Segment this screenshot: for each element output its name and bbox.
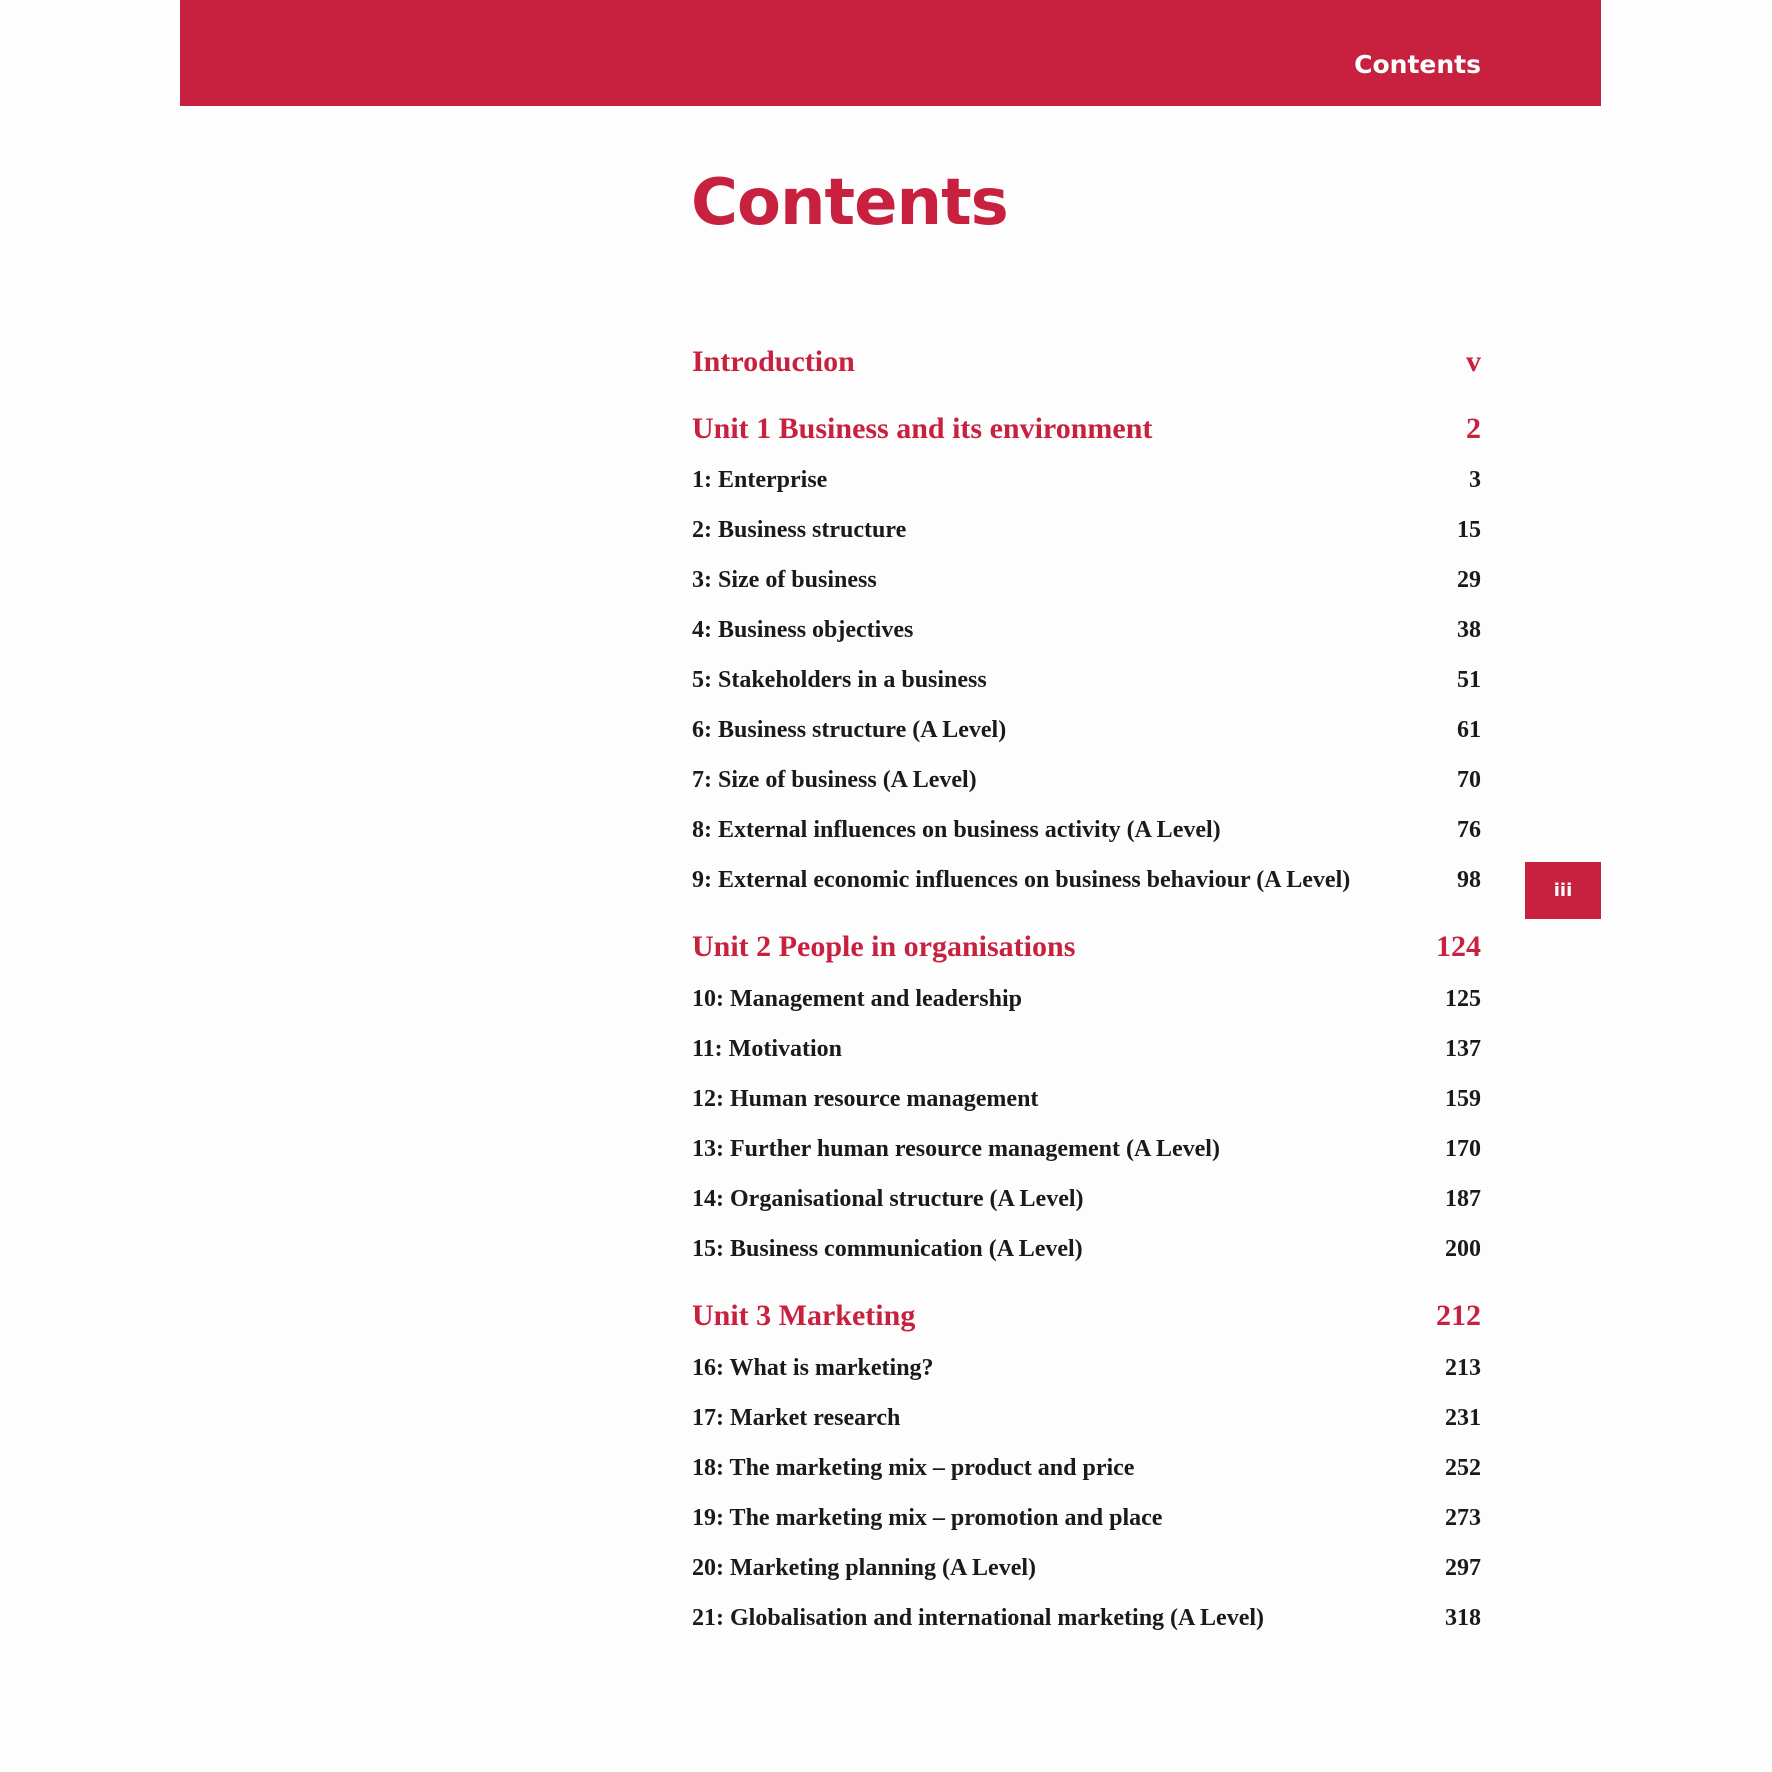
toc-entry-label: 7: Size of business (A Level)	[692, 767, 977, 793]
toc-entry-label: 5: Stakeholders in a business	[692, 667, 987, 693]
toc-entry-page: 29	[1457, 567, 1481, 593]
toc-entry-label: 10: Management and leadership	[692, 986, 1022, 1012]
toc-chapter-entry	[692, 1179, 1481, 1219]
toc-entry-label: 4: Business objectives	[692, 617, 914, 643]
toc-entry-page: 187	[1445, 1186, 1481, 1212]
running-header-label: Contents	[1354, 50, 1481, 79]
toc-entry-page: 51	[1457, 667, 1481, 693]
toc-chapter-entry	[692, 710, 1481, 750]
toc-entry-page: 76	[1457, 817, 1481, 843]
toc-entry-label: 15: Business communication (A Level)	[692, 1236, 1083, 1262]
toc-entry-page: 124	[1436, 930, 1481, 963]
toc-entry-page: 70	[1457, 767, 1481, 793]
toc-chapter-entry	[692, 760, 1481, 800]
toc-entry-page: 213	[1445, 1355, 1481, 1381]
toc-entry-label: Unit 3 Marketing	[692, 1299, 916, 1332]
toc-entry-page: 252	[1445, 1455, 1481, 1481]
page-number: iii	[1553, 880, 1573, 901]
toc-entry-label: 21: Globalisation and international marketing (A Level)	[692, 1605, 1265, 1631]
toc-chapter-entry	[692, 1029, 1481, 1069]
toc-entry-label: 14: Organisational structure (A Level)	[692, 1186, 1084, 1212]
toc-entry-page: 137	[1445, 1036, 1481, 1062]
toc-entry-label: 13: Further human resource management (A Level)	[692, 1136, 1220, 1162]
toc-chapter-entry	[692, 610, 1481, 650]
toc-unit-heading	[692, 342, 1481, 382]
toc-entry-label: 17: Market research	[692, 1405, 901, 1431]
toc-chapter-entry	[692, 1348, 1481, 1388]
toc-chapter-entry	[692, 460, 1481, 500]
toc-unit-heading	[692, 409, 1481, 449]
toc-entry-label: 20: Marketing planning (A Level)	[692, 1555, 1037, 1581]
toc-chapter-entry	[692, 810, 1481, 850]
toc-entry-page: 3	[1469, 467, 1481, 493]
table-of-contents	[692, 0, 1481, 1772]
toc-chapter-entry	[692, 1129, 1481, 1169]
toc-chapter-entry	[692, 1079, 1481, 1119]
toc-unit-heading	[692, 927, 1481, 967]
toc-entry-page: 200	[1445, 1236, 1481, 1262]
toc-entry-label: 19: The marketing mix – promotion and place	[692, 1505, 1163, 1531]
toc-entry-page: 125	[1445, 986, 1481, 1012]
toc-chapter-entry	[692, 1548, 1481, 1588]
toc-entry-label: 8: External influences on business activity (A Level)	[692, 817, 1221, 843]
toc-entry-page: 61	[1457, 717, 1481, 743]
toc-entry-label: 16: What is marketing?	[692, 1355, 934, 1381]
toc-entry-page: 159	[1445, 1086, 1481, 1112]
toc-entry-label: Introduction	[692, 345, 855, 378]
toc-entry-page: 297	[1445, 1555, 1481, 1581]
toc-chapter-entry	[692, 860, 1481, 900]
toc-unit-heading	[692, 1296, 1481, 1336]
toc-entry-page: 273	[1445, 1505, 1481, 1531]
toc-chapter-entry	[692, 510, 1481, 550]
toc-entry-page: 38	[1457, 617, 1481, 643]
toc-entry-page: 98	[1457, 867, 1481, 893]
toc-entry-label: 18: The marketing mix – product and price	[692, 1455, 1135, 1481]
toc-entry-page: 318	[1445, 1605, 1481, 1631]
toc-entry-page: 170	[1445, 1136, 1481, 1162]
toc-chapter-entry	[692, 979, 1481, 1019]
toc-chapter-entry	[692, 1598, 1481, 1638]
toc-entry-label: Unit 1 Business and its environment	[692, 412, 1153, 445]
toc-entry-label: 11: Motivation	[692, 1036, 842, 1062]
toc-entry-label: 6: Business structure (A Level)	[692, 717, 1007, 743]
toc-chapter-entry	[692, 1398, 1481, 1438]
toc-entry-label: 2: Business structure	[692, 517, 907, 543]
toc-entry-label: 12: Human resource management	[692, 1086, 1039, 1112]
toc-entry-page: 212	[1436, 1299, 1481, 1332]
toc-chapter-entry	[692, 660, 1481, 700]
toc-entry-page: 15	[1457, 517, 1481, 543]
toc-entry-page: v	[1466, 345, 1481, 378]
toc-chapter-entry	[692, 560, 1481, 600]
toc-chapter-entry	[692, 1448, 1481, 1488]
page-title: Contents	[691, 166, 1008, 240]
toc-entry-label: Unit 2 People in organisations	[692, 930, 1076, 963]
toc-entry-label: 1: Enterprise	[692, 467, 828, 493]
toc-entry-label: 3: Size of business	[692, 567, 877, 593]
toc-entry-page: 231	[1445, 1405, 1481, 1431]
toc-chapter-entry	[692, 1498, 1481, 1538]
toc-entry-page: 2	[1466, 412, 1481, 445]
page-number-tab	[1525, 862, 1601, 919]
toc-entry-label: 9: External economic influences on business behaviour (A Level)	[692, 867, 1351, 893]
toc-chapter-entry	[692, 1229, 1481, 1269]
